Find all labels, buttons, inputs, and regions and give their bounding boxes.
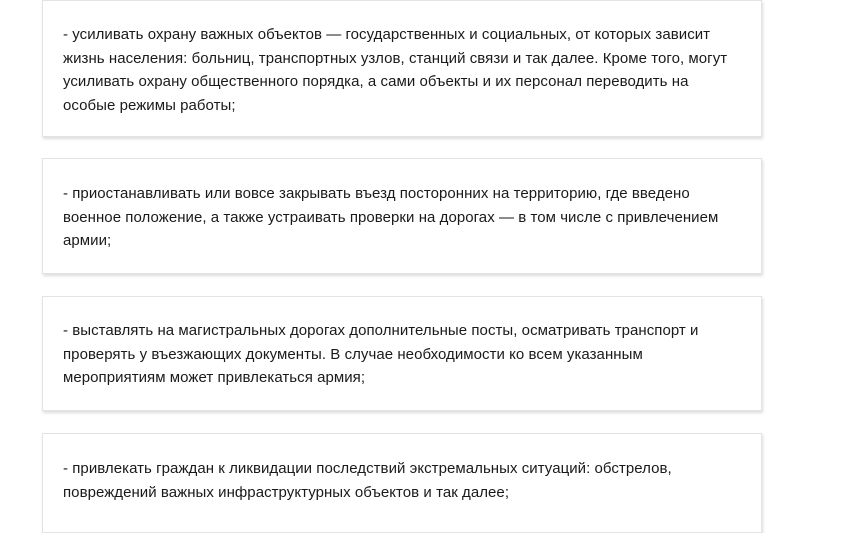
- measure-card: [42, 296, 762, 411]
- measure-text: - усиливать охрану важных объектов — государственных и социальных, от которых зависит жизнь населения: больниц, транспортных узлов, станций связи и так далее. Кроме того, могут усиливать охрану общественного порядка, а сами объекты и их персонал переводить на особые режимы работы;: [63, 26, 728, 114]
- measure-text: - выставлять на магистральных дорогах дополнительные посты, осматривать транспорт и проверять у въезжающих документы. В случае необходимости ко всем указанным мероприятиям может привлекаться армия;: [63, 322, 699, 386]
- measure-text: - привлекать граждан к ликвидации последствий экстремальных ситуаций: обстрелов, повреждений важных инфраструктурных объектов и так далее;: [63, 460, 672, 501]
- measure-card: [42, 158, 762, 274]
- measure-card: [42, 0, 762, 137]
- measure-text: - приостанавливать или вовсе закрывать въезд посторонних на территорию, где введено военное положение, а также устраивать проверки на дорогах — в том числе с привлечением армии;: [63, 185, 719, 249]
- measure-card: [42, 433, 762, 533]
